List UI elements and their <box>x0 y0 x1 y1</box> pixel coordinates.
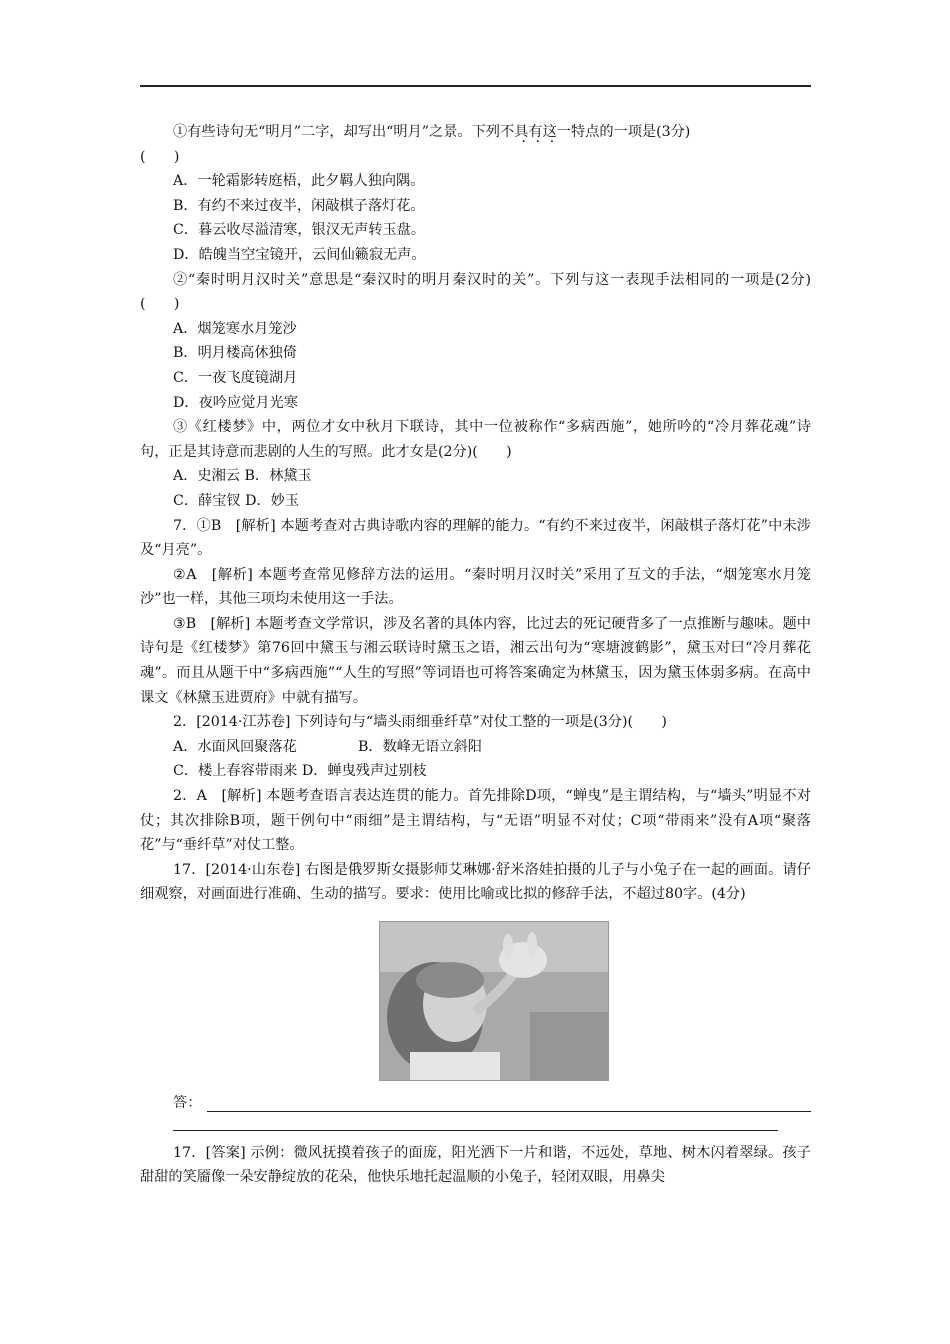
q6-part1-option-a: A．一轮霜影转庭梧，此夕羁人独向隅。 <box>173 173 425 190</box>
q6-part3-stem: ③《红楼梦》中，两位才女中秋月下联诗，其中一位被称作“多病西施”，她所吟的“冷月葬花魂”诗句，正是其诗意而悲剧的人生的写照。此才女是(2分)( ) <box>140 419 811 460</box>
page-content <box>140 120 811 1190</box>
q6-part2-option-a: A．烟笼寒水月笼沙 <box>173 320 297 337</box>
q6-part1-option-c: C．暮云收尽溢清寒，银汉无声转玉盘。 <box>173 222 426 239</box>
answer7-part3: ③B [解析] 本题考查文学常识，涉及名著的具体内容，比过去的死记硬背多了一点推断与趣味。题中诗句是《红楼梦》第76回中黛玉与湘云联诗时黛玉之语，湘云出句为“寒塘渡鹤影”，黛玉对曰“冷月葬花魂”。而且从题干中“多病西施”“人生的写照”等词语也可将答案确定为林黛玉，因为黛玉体弱多病。在高中课文《林黛玉进贾府》中就有描写。 <box>140 615 811 706</box>
q6-part3-options-ab: A．史湘云 B．林黛玉 <box>173 468 312 485</box>
answer7-part1: 7．①B [解析] 本题考查对古典诗歌内容的理解的能力。“有约不来过夜半，闲敲棋子落灯花”中未涉及“月亮”。 <box>140 517 811 559</box>
answer7-part2: ②A [解析] 本题考查常见修辞方法的运用。“秦时明月汉时关”采用了互文的手法，“烟笼寒水月笼沙”也一样，其他三项均未使用这一手法。 <box>140 566 811 608</box>
q6-part2-option-c: C．一夜飞度镜湖月 <box>173 369 298 386</box>
q6-part1-option-b: B．有约不来过夜半，闲敲棋子落灯花。 <box>173 197 425 214</box>
q2-options-ab: A．水面风回聚落花 B．数峰无语立斜阳 <box>173 738 482 755</box>
header-rule <box>140 85 811 87</box>
q6-part2-option-b: B．明月楼高休独倚 <box>173 345 297 362</box>
photo-boy-with-rabbit <box>379 921 609 1081</box>
q6-part2-option-d: D．夜吟应觉月光寒 <box>173 394 298 411</box>
photo-illustration-icon <box>380 922 608 1080</box>
answer-blank-2[interactable] <box>173 1116 778 1131</box>
answer17: 17．[答案] 示例：微风抚摸着孩子的面庞，阳光洒下一片和谐，不远处，草地、树木闪着翠绿。孩子甜甜的笑靥像一朵安静绽放的花朵，他快乐地托起温顺的小兔子，轻闭双眼，用鼻尖 <box>140 1144 811 1186</box>
answer2: 2．A [解析] 本题考查语言表达连贯的能力。首先排除D项，“蝉曳”是主谓结构，与“墙头”明显不对仗；其次排除B项，题干例句中“雨细”是主谓结构，与“无语”明显不对仗；C项“带雨来”没有A项“聚落花”与“垂纤草”对仗工整。 <box>140 788 811 854</box>
q17-answer-line: 答： <box>140 1091 811 1116</box>
q2-stem: 2．[2014·江苏卷] 下列诗句与“墙头雨细垂纤草”对仗工整的一项是(3分)( ) <box>173 714 667 731</box>
q6-part1-option-d: D．皓魄当空宝镜开，云间仙籁寂无声。 <box>173 246 426 263</box>
answer-blank-1[interactable] <box>207 1095 811 1112</box>
q6-part2-stem: ②“秦时明月汉时关”意思是“秦汉时的明月秦汉时的关”。下列与这一表现手法相同的一项是(2分)( ) <box>140 271 811 313</box>
q17-stem: 17．[2014·山东卷] 右图是俄罗斯女摄影师艾琳娜·舒米洛娃拍摄的儿子与小兔子在一起的画面。请仔细观察，对画面进行准确、生动的描写。要求：使用比喻或比拟的修辞手法，不超过80字。(4分) <box>140 861 811 903</box>
q2-options-cd: C．楼上春容带雨来 D．蝉曳残声过别枝 <box>173 763 427 780</box>
q6-part3-options-cd: C．薛宝钗 D．妙玉 <box>173 492 300 509</box>
q6-part1-stem: ①有些诗句无“明月”二字，却写出“明月”之景。下列不具有这一特点的一项是(3分) ( ) <box>140 124 691 165</box>
